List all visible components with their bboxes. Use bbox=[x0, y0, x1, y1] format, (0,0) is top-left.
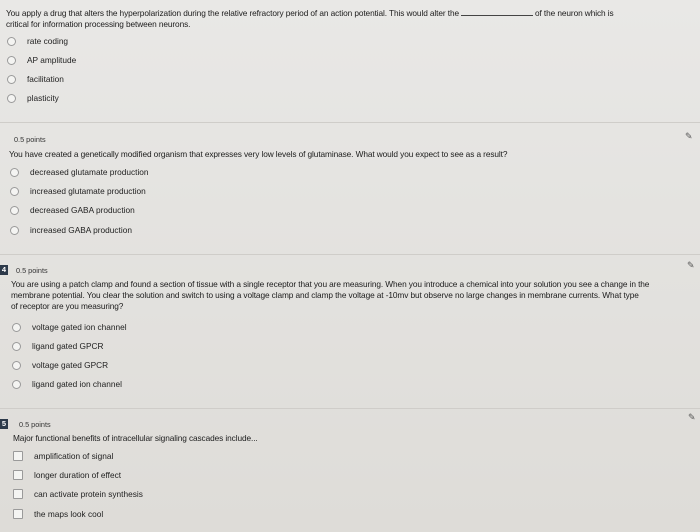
radio-button[interactable] bbox=[12, 361, 21, 370]
checkbox[interactable] bbox=[13, 489, 23, 499]
q1-text-c: critical for information processing between neurons. bbox=[6, 19, 191, 29]
option-label: longer duration of effect bbox=[34, 470, 122, 480]
q3-points: 0.5 points bbox=[16, 266, 48, 275]
question-divider bbox=[0, 254, 700, 255]
radio-button[interactable] bbox=[10, 168, 19, 177]
q1-text bbox=[6, 8, 696, 30]
q1-text-a: You apply a drug that alters the hyperpolarization during the relative refractory period of an action potential. This would alter the bbox=[6, 8, 459, 18]
q3-option-4[interactable] bbox=[12, 377, 122, 391]
question-divider bbox=[0, 122, 700, 123]
option-label: amplification of signal bbox=[34, 451, 114, 461]
pin-icon[interactable]: ✎ bbox=[687, 260, 695, 270]
option-label: can activate protein synthesis bbox=[34, 489, 143, 499]
q1-option-2[interactable] bbox=[7, 53, 76, 67]
q4-points: 0.5 points bbox=[19, 420, 51, 429]
radio-button[interactable] bbox=[12, 380, 21, 389]
radio-button[interactable] bbox=[7, 94, 16, 103]
q1-option-3[interactable] bbox=[7, 72, 64, 86]
q3-option-1[interactable] bbox=[12, 320, 127, 334]
option-label: voltage gated GPCR bbox=[32, 360, 109, 370]
radio-button[interactable] bbox=[12, 342, 21, 351]
radio-button[interactable] bbox=[7, 75, 16, 84]
radio-button[interactable] bbox=[10, 187, 19, 196]
option-label: ligand gated GPCR bbox=[32, 341, 104, 351]
q4-option-1[interactable] bbox=[13, 449, 113, 463]
radio-button[interactable] bbox=[10, 206, 19, 215]
q2-option-1[interactable] bbox=[10, 165, 149, 179]
option-label: plasticity bbox=[27, 93, 59, 103]
q3-line-3: of receptor are you measuring? bbox=[11, 301, 124, 311]
q1-option-1[interactable] bbox=[7, 34, 68, 48]
option-label: AP amplitude bbox=[27, 55, 77, 65]
q3-option-2[interactable] bbox=[12, 339, 104, 353]
q4-option-4[interactable] bbox=[13, 507, 103, 521]
question-divider bbox=[0, 408, 700, 409]
option-label: decreased glutamate production bbox=[30, 167, 149, 177]
q4-option-3[interactable] bbox=[13, 487, 143, 501]
option-label: decreased GABA production bbox=[30, 205, 135, 215]
q2-points: 0.5 points bbox=[14, 135, 46, 144]
radio-button[interactable] bbox=[12, 323, 21, 332]
pin-icon[interactable]: ✎ bbox=[685, 131, 693, 141]
option-label: voltage gated ion channel bbox=[32, 322, 127, 332]
checkbox[interactable] bbox=[13, 509, 23, 519]
q3-line-2: membrane potential. You clear the solution and switch to using a voltage clamp and clamp the voltage at -10mv but observe no large changes in membrane currents. What type bbox=[11, 290, 639, 300]
q4-text: Major functional benefits of intracellular signaling cascades include... bbox=[13, 433, 258, 443]
q3-option-3[interactable] bbox=[12, 358, 108, 372]
option-label: ligand gated ion channel bbox=[32, 379, 122, 389]
q1-option-4[interactable] bbox=[7, 91, 59, 105]
option-label: rate coding bbox=[27, 36, 69, 46]
q2-option-2[interactable] bbox=[10, 184, 146, 198]
option-label: increased GABA production bbox=[30, 225, 132, 235]
q2-option-4[interactable] bbox=[10, 223, 132, 237]
checkbox[interactable] bbox=[13, 451, 23, 461]
q1-text-b: of the neuron which is bbox=[535, 8, 614, 18]
q2-text: You have created a genetically modified organism that expresses very low levels of glutaminase. What would you expect to see as a result? bbox=[9, 149, 508, 159]
q1-blank bbox=[461, 15, 533, 16]
radio-button[interactable] bbox=[7, 56, 16, 65]
radio-button[interactable] bbox=[10, 226, 19, 235]
q3-line-1: You are using a patch clamp and found a section of tissue with a single receptor that you are measuring. When you introduce a chemical into your solution you see a change in the bbox=[11, 279, 650, 289]
option-label: the maps look cool bbox=[34, 509, 104, 519]
checkbox[interactable] bbox=[13, 470, 23, 480]
pin-icon[interactable]: ✎ bbox=[688, 412, 696, 422]
option-label: increased glutamate production bbox=[30, 186, 146, 196]
q4-option-2[interactable] bbox=[13, 468, 121, 482]
q4-number-badge: 5 bbox=[1, 419, 7, 428]
q3-number-badge: 4 bbox=[1, 265, 7, 274]
q3-text bbox=[11, 279, 700, 312]
q2-option-3[interactable] bbox=[10, 203, 135, 217]
option-label: facilitation bbox=[27, 74, 64, 84]
radio-button[interactable] bbox=[7, 37, 16, 46]
